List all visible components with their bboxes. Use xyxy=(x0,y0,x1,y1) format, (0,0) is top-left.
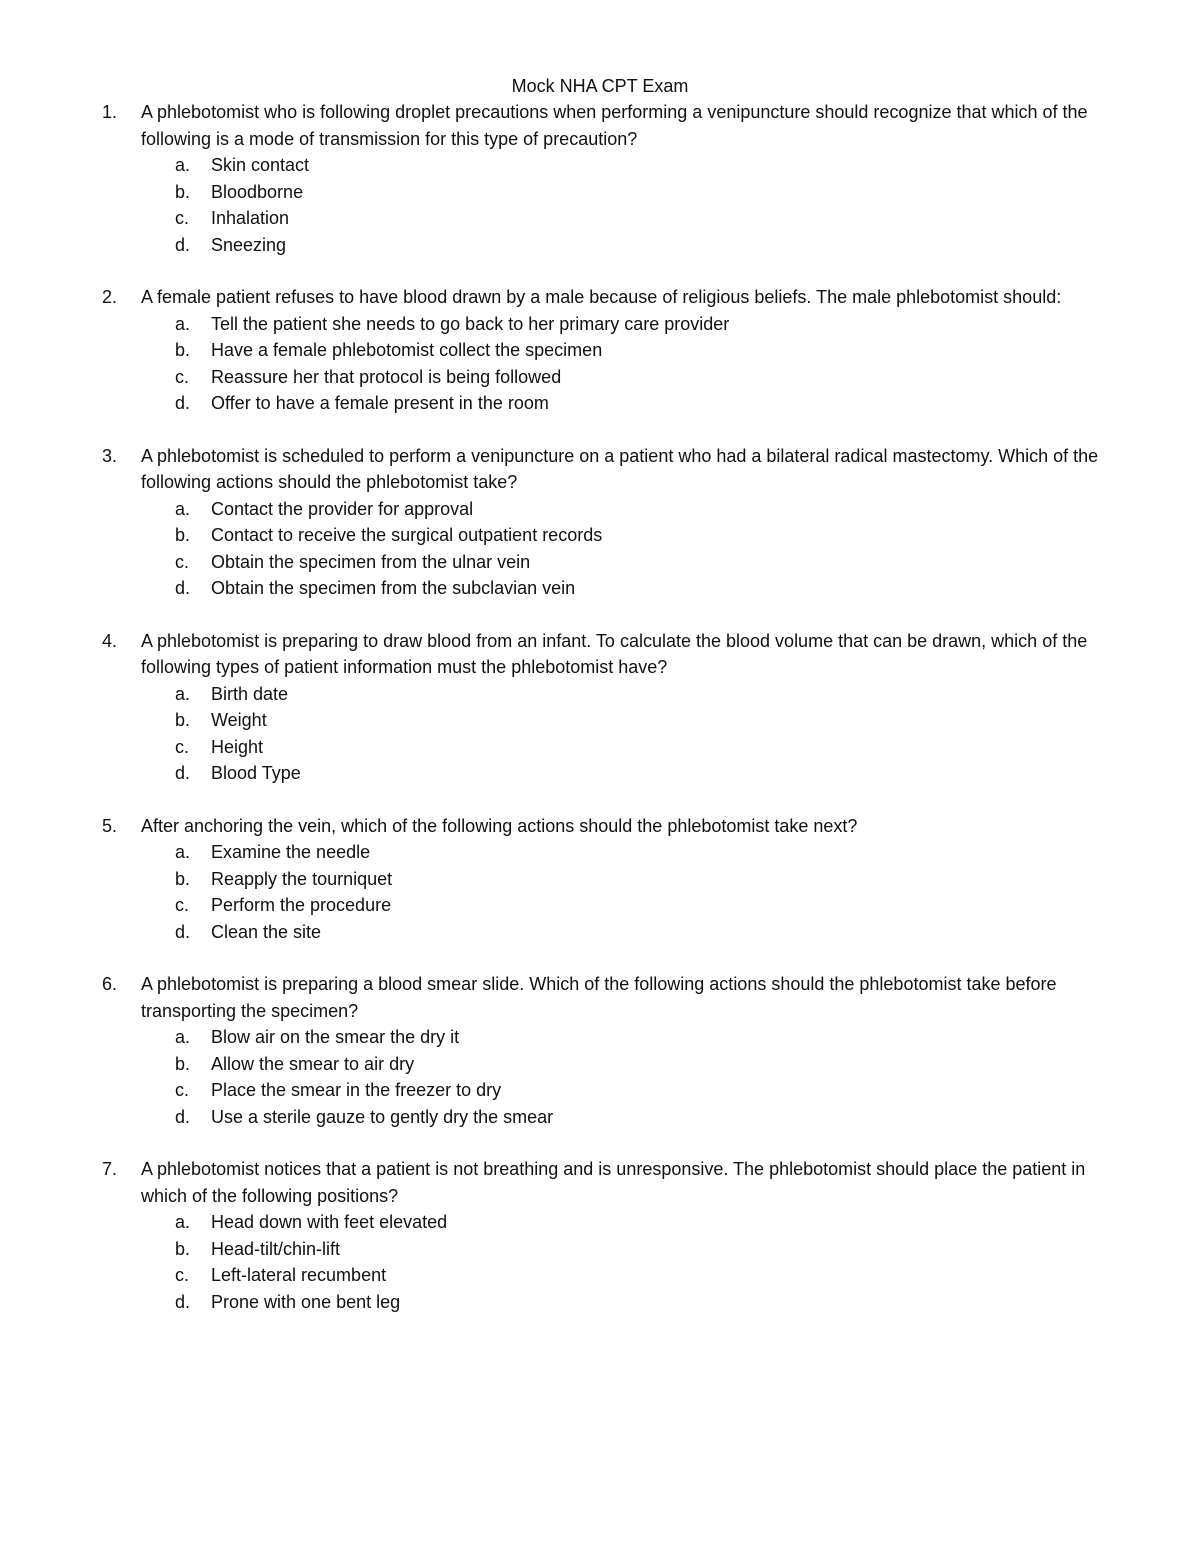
question-3 xyxy=(102,443,1112,602)
option-letter: a. xyxy=(175,1027,191,1047)
option-letter: d. xyxy=(175,578,191,598)
option-letter: a. xyxy=(175,313,191,334)
question-4 xyxy=(102,628,1112,787)
question-text: A phlebotomist notices that a patient is not breathing and is unresponsive. The phlebotomist should place the patient in which of the following positions? xyxy=(141,1159,1086,1206)
question-text: A phlebotomist is preparing a blood smear slide. Which of the following actions should the phlebotomist take before transporting the specimen? xyxy=(141,974,1057,1021)
option-letter: b. xyxy=(175,525,191,545)
answer-option xyxy=(102,1051,1112,1078)
option-text: Height xyxy=(211,736,264,757)
option-text: Reassure her that protocol is being followed xyxy=(211,366,562,387)
option-text: Birth date xyxy=(211,683,289,704)
answer-option xyxy=(102,205,1112,232)
answer-options xyxy=(102,1209,1112,1315)
option-text: Weight xyxy=(211,710,267,730)
question-number: 2. xyxy=(102,287,118,307)
option-letter: c. xyxy=(175,1080,190,1100)
answer-option xyxy=(102,866,1112,893)
option-text: Perform the procedure xyxy=(211,895,392,915)
option-text: Skin contact xyxy=(211,155,310,175)
question-number: 4. xyxy=(102,630,118,651)
answer-options xyxy=(102,496,1112,602)
page-title: Mock NHA CPT Exam xyxy=(511,76,689,96)
answer-options xyxy=(102,1024,1112,1130)
option-letter: d. xyxy=(175,393,191,413)
question-1 xyxy=(102,99,1112,258)
option-letter: c. xyxy=(175,736,190,757)
option-letter: c. xyxy=(175,895,190,915)
question-text: A phlebotomist who is following droplet precautions when performing a venipuncture should recognize that which of the following is a mode of transmission for this type of precaution? xyxy=(141,102,1088,149)
question-text: A female patient refuses to have blood drawn by a male because of religious beliefs. The male phlebotomist should: xyxy=(141,287,1062,307)
answer-option xyxy=(102,681,1112,708)
option-letter: d. xyxy=(175,234,191,255)
option-letter: a. xyxy=(175,842,191,862)
option-letter: b. xyxy=(175,710,191,730)
answer-option xyxy=(102,575,1112,602)
answer-option xyxy=(102,1236,1112,1263)
answer-option xyxy=(102,919,1112,946)
answer-options xyxy=(102,839,1112,945)
option-letter: a. xyxy=(175,498,191,519)
answer-option xyxy=(102,1289,1112,1316)
answer-option xyxy=(102,337,1112,364)
answer-option xyxy=(102,1077,1112,1104)
question-text: After anchoring the vein, which of the following actions should the phlebotomist take next? xyxy=(141,815,858,836)
answer-options xyxy=(102,681,1112,787)
answer-option xyxy=(102,1209,1112,1236)
option-letter: a. xyxy=(175,1212,191,1232)
option-text: Contact to receive the surgical outpatient records xyxy=(211,525,603,545)
answer-option xyxy=(102,734,1112,761)
answer-option xyxy=(102,390,1112,417)
question-text: A phlebotomist is scheduled to perform a venipuncture on a patient who had a bilateral radical mastectomy. Which of the following actions should the phlebotomist take? xyxy=(141,445,1099,492)
question-7 xyxy=(102,1156,1112,1315)
answer-option xyxy=(102,760,1112,787)
option-text: Examine the needle xyxy=(211,842,371,862)
option-letter: d. xyxy=(175,1106,191,1127)
option-text: Offer to have a female present in the room xyxy=(211,393,549,413)
question-number: 6. xyxy=(102,974,118,994)
answer-option xyxy=(102,839,1112,866)
option-text: Have a female phlebotomist collect the specimen xyxy=(211,340,603,360)
option-text: Blood Type xyxy=(211,763,301,783)
question-number: 1. xyxy=(102,102,118,122)
answer-option xyxy=(102,311,1112,338)
question-5 xyxy=(102,813,1112,946)
option-letter: b. xyxy=(175,1238,191,1259)
question-number: 7. xyxy=(102,1159,118,1179)
option-text: Inhalation xyxy=(211,208,290,228)
answer-option xyxy=(102,549,1112,576)
answer-option xyxy=(102,152,1112,179)
option-text: Obtain the specimen from the ulnar vein xyxy=(211,551,531,572)
option-text: Place the smear in the freezer to dry xyxy=(211,1080,502,1100)
answer-option xyxy=(102,1024,1112,1051)
option-text: Tell the patient she needs to go back to her primary care provider xyxy=(211,313,730,334)
answer-option xyxy=(102,522,1112,549)
question-list xyxy=(102,99,1112,1341)
option-letter: b. xyxy=(175,181,191,202)
option-text: Bloodborne xyxy=(211,181,304,202)
question-6 xyxy=(102,971,1112,1130)
answer-option xyxy=(102,496,1112,523)
option-text: Head-tilt/chin-lift xyxy=(211,1238,341,1259)
option-letter: a. xyxy=(175,155,191,175)
answer-option xyxy=(102,1104,1112,1131)
option-text: Allow the smear to air dry xyxy=(211,1053,415,1074)
option-text: Prone with one bent leg xyxy=(211,1291,401,1312)
option-letter: c. xyxy=(175,366,190,387)
question-number: 5. xyxy=(102,815,118,836)
option-letter: c. xyxy=(175,551,190,572)
option-text: Contact the provider for approval xyxy=(211,498,474,519)
option-letter: b. xyxy=(175,868,191,889)
option-text: Reapply the tourniquet xyxy=(211,868,393,889)
option-text: Sneezing xyxy=(211,234,287,255)
answer-options xyxy=(102,152,1112,258)
option-letter: d. xyxy=(175,921,191,942)
option-text: Clean the site xyxy=(211,921,322,942)
answer-option xyxy=(102,364,1112,391)
question-2 xyxy=(102,284,1112,417)
answer-option xyxy=(102,1262,1112,1289)
option-letter: d. xyxy=(175,763,191,783)
option-letter: c. xyxy=(175,208,190,228)
answer-option xyxy=(102,232,1112,259)
question-text: A phlebotomist is preparing to draw blood from an infant. To calculate the blood volume that can be drawn, which of the following types of patient information must the phlebotomist have? xyxy=(141,630,1088,677)
question-number: 3. xyxy=(102,445,118,466)
option-text: Head down with feet elevated xyxy=(211,1212,448,1232)
option-text: Obtain the specimen from the subclavian vein xyxy=(211,578,576,598)
answer-option xyxy=(102,707,1112,734)
option-text: Blow air on the smear the dry it xyxy=(211,1027,460,1047)
option-text: Use a sterile gauze to gently dry the smear xyxy=(211,1106,554,1127)
option-text: Left-lateral recumbent xyxy=(211,1265,387,1285)
answer-options xyxy=(102,311,1112,417)
answer-option xyxy=(102,892,1112,919)
option-letter: b. xyxy=(175,1053,191,1074)
option-letter: a. xyxy=(175,683,191,704)
answer-option xyxy=(102,179,1112,206)
option-letter: b. xyxy=(175,340,191,360)
option-letter: d. xyxy=(175,1291,191,1312)
option-letter: c. xyxy=(175,1265,190,1285)
